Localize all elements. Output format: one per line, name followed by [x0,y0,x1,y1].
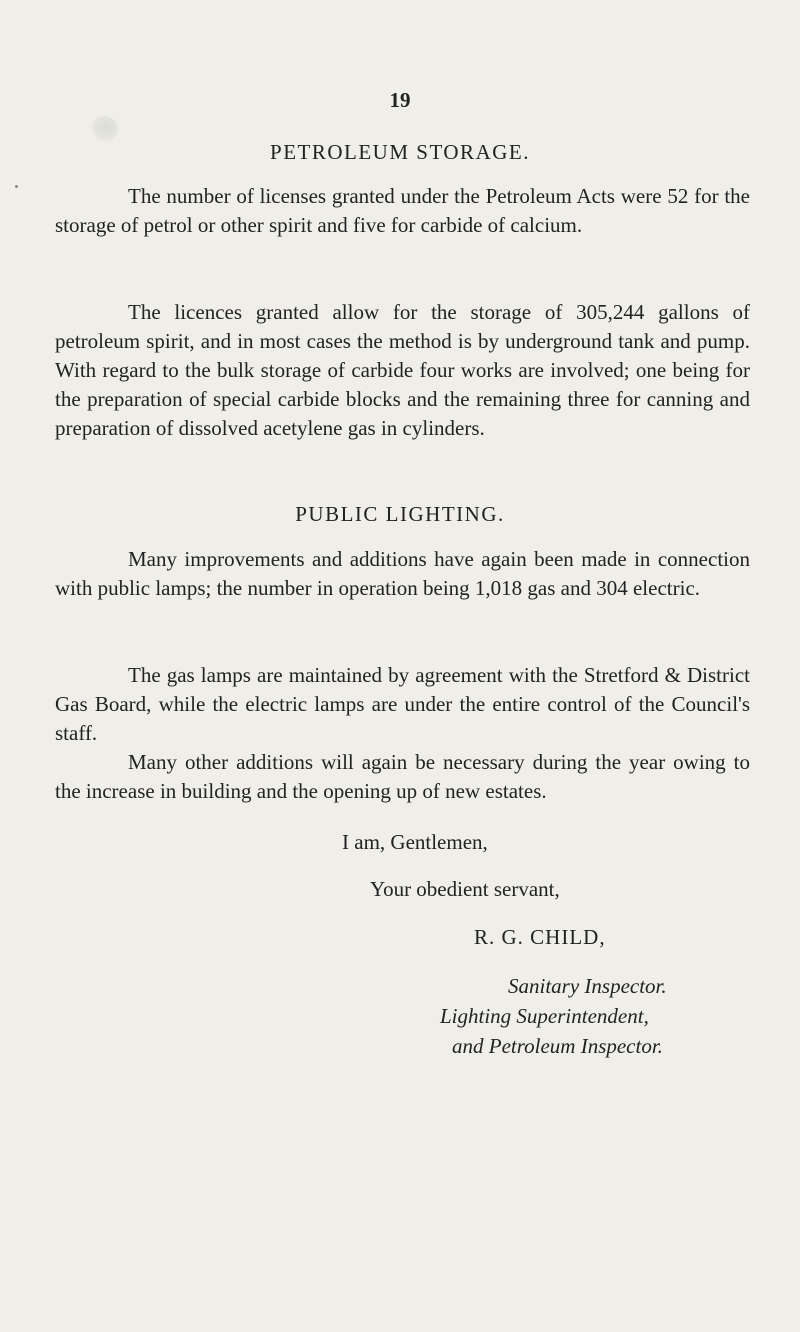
paragraph-improvements: Many improvements and additions have again been made in connection with public lamps; the number in operation being 1,018 gas and 304 electric. [55,547,750,600]
paragraph-other-additions: Many other additions will again be necessary during the year owing to the increase in building and the opening up of new estates. [55,750,750,803]
signatory-title-petroleum: and Petroleum Inspector. [452,1034,663,1058]
signatory-title-lighting: Lighting Superintendent, [440,1004,649,1028]
closing-salutation: I am, Gentlemen, [342,830,488,854]
paragraph-licenses: The number of licenses granted under the Petroleum Acts were 52 for the storage of petrol or other spirit and five for carbide of calcium. [55,184,750,237]
page-speck [15,185,18,188]
paragraph-licences-granted: The licences granted allow for the storage of 305,244 gallons of petroleum spirit, and in most cases the method is by underground tank and pump. With regard to the bulk storage of carbide four works are involved; one being for the preparation of special carbide blocks and the remaining three for canning and preparation of dissolved acetylene gas in cylinders. [55,300,750,440]
section-heading-petroleum-storage: PETROLEUM STORAGE. [270,140,530,164]
page-number: 19 [389,88,411,112]
section-heading-public-lighting: PUBLIC LIGHTING. [295,502,505,526]
page-smudge [90,116,118,142]
signatory-name: R. G. CHILD, [474,925,606,949]
closing-valediction: Your obedient servant, [370,877,560,901]
signatory-title-sanitary: Sanitary Inspector. [508,974,667,998]
paragraph-gas-lamps: The gas lamps are maintained by agreement with the Stretford & District Gas Board, while the electric lamps are under the entire control of the Council's staff. [55,663,750,745]
